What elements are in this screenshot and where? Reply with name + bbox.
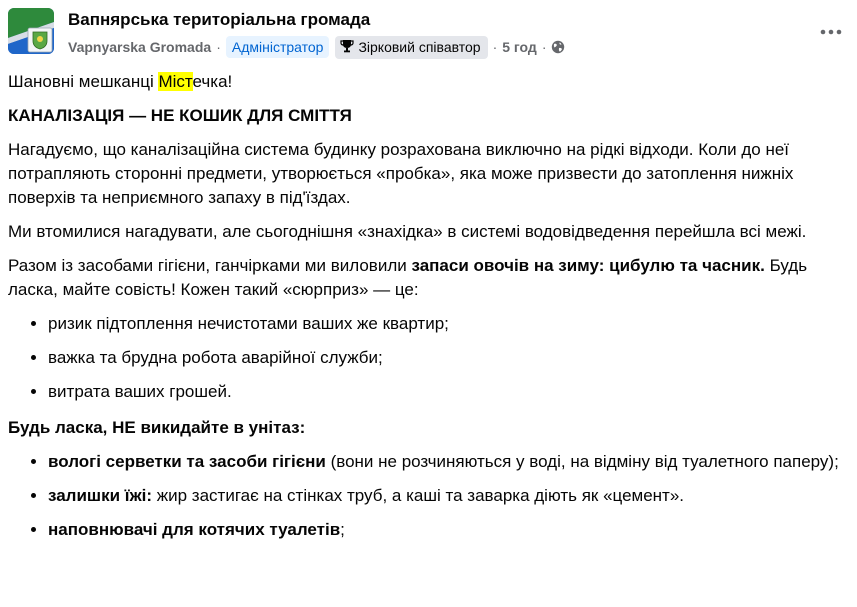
globe-icon[interactable] bbox=[551, 40, 565, 54]
meta-separator: · bbox=[492, 39, 498, 55]
highlighted-text: Міст bbox=[158, 72, 193, 91]
paragraph-2: Ми втомилися нагадувати, але сьогоднішня «знахідка» в системі водовідведення перейшла всі межі. bbox=[8, 222, 807, 241]
post-heading: КАНАЛІЗАЦІЯ — НЕ КОШИК ДЛЯ СМІТТЯ bbox=[8, 106, 352, 125]
more-dots-icon bbox=[820, 22, 842, 40]
paragraph-3: Разом із засобами гігієни, ганчірками ми виловили запаси овочів на зиму: цибулю та часник. Будь ласка, майте совість! Кожен такий «сюрприз» — це: bbox=[8, 256, 808, 299]
star-contributor-badge[interactable] bbox=[335, 36, 487, 59]
post-time-link[interactable]: 5 год bbox=[502, 39, 537, 55]
list-item: • ризик підтоплення нечистотами ваших же квартир; bbox=[48, 312, 846, 336]
greeting: Шановні мешканці Містечка! bbox=[8, 72, 233, 91]
admin-badge[interactable]: Адміністратор bbox=[226, 36, 330, 58]
dont-flush-heading: Будь ласка, НЕ викидайте в унітаз: bbox=[8, 418, 306, 437]
meta-separator: · bbox=[541, 39, 547, 55]
list-item: • важка та брудна робота аварійної служби; bbox=[48, 346, 846, 370]
dont-flush-list bbox=[8, 450, 846, 542]
star-badge-label: Зірковий співавтор bbox=[358, 39, 481, 55]
more-options-button[interactable] bbox=[814, 18, 848, 44]
list-item: • наповнювачі для котячих туалетів; bbox=[48, 518, 846, 542]
list-item: • вологі серветки та засоби гігієни (вони не розчиняються у воді, на відміну від туалетного паперу); bbox=[48, 450, 846, 474]
risks-list bbox=[8, 312, 846, 404]
post-meta bbox=[68, 35, 565, 59]
group-name-link[interactable]: Vapnyarska Gromada bbox=[68, 39, 212, 55]
page-name[interactable]: Вапнярська територіальна громада bbox=[68, 10, 371, 29]
post-body bbox=[8, 70, 846, 554]
list-item: • витрата ваших грошей. bbox=[48, 380, 846, 404]
list-item: • залишки їжі: жир застигає на стінках труб, а каші та заварка діють як «цемент». bbox=[48, 484, 846, 508]
meta-separator: · bbox=[216, 39, 221, 55]
trophy-icon bbox=[340, 39, 354, 56]
page-avatar[interactable] bbox=[8, 8, 54, 54]
paragraph-1: Нагадуємо, що каналізаційна система будинку розрахована виключно на рідкі відходи. Коли до неї потрапляють сторонні предмети, утворюється «пробка», яка може призвести до затоплення нижніх поверхів та неприємного запаху в під'їздах. bbox=[8, 140, 794, 207]
